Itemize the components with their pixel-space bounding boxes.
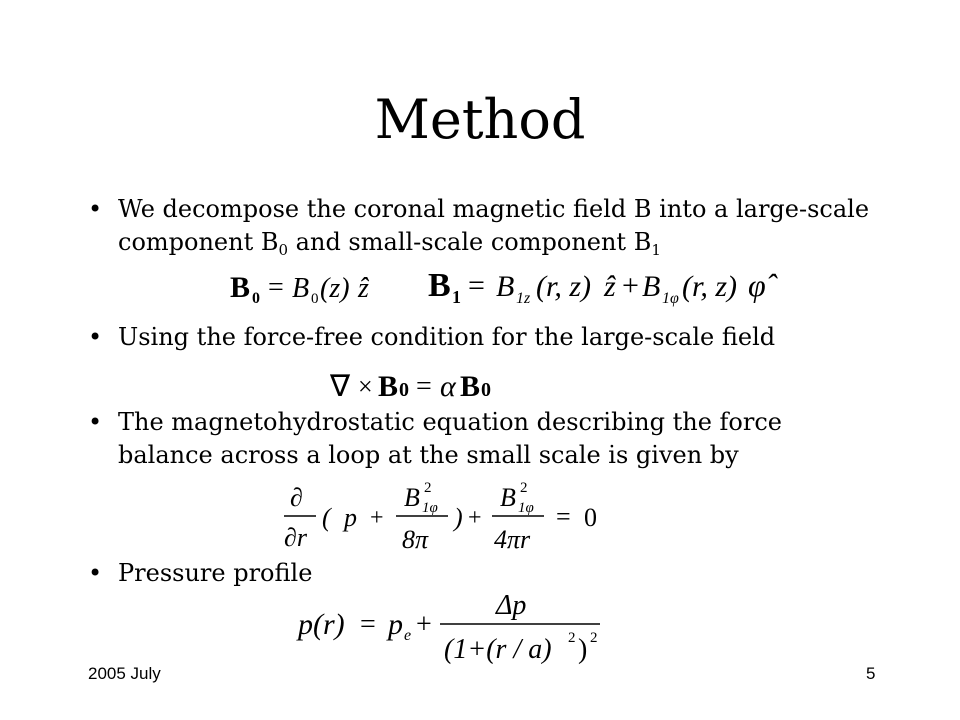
bullet-text: Pressure profile (118, 559, 313, 587)
svg-text:(r, z): (r, z) (682, 270, 738, 303)
svg-text:0: 0 (252, 290, 260, 307)
svg-text:1z: 1z (516, 290, 531, 307)
svg-text:p: p (388, 608, 403, 641)
svg-text:B: B (496, 270, 515, 303)
svg-text:ẑ: ẑ (358, 273, 369, 304)
svg-text:2: 2 (590, 630, 598, 646)
svg-text:0: 0 (399, 379, 409, 401)
svg-text:α: α (440, 370, 456, 403)
svg-text:e: e (404, 627, 412, 644)
bullet-dot: • (88, 408, 103, 436)
bullet-dot: • (88, 195, 103, 223)
svg-text:2: 2 (520, 480, 528, 496)
footer-page-number: 5 (866, 664, 876, 683)
bullet-text: The magnetohydrostatic equation describing the force balance across a loop at the small scale is given by (118, 408, 782, 469)
svg-text:0: 0 (584, 503, 597, 532)
svg-text:(z): (z) (320, 273, 350, 304)
svg-text:B: B (292, 273, 310, 304)
svg-text:ẑ: ẑ (604, 270, 616, 303)
svg-text:4πr: 4πr (494, 525, 531, 554)
svg-text:): ) (454, 503, 463, 532)
svg-text:B: B (460, 370, 481, 403)
equation-b0 (230, 271, 370, 307)
svg-text:2: 2 (568, 630, 576, 646)
equation-b1 (428, 267, 778, 307)
svg-text:(1+(r / a): (1+(r / a) (444, 634, 552, 665)
svg-text:p(r): p(r) (298, 608, 345, 641)
svg-text:1φ: 1φ (422, 500, 438, 516)
bullet-dot: • (88, 323, 103, 351)
bullet-dot: • (88, 559, 103, 587)
svg-text:Δp: Δp (496, 590, 527, 621)
svg-text:): ) (578, 634, 588, 665)
svg-text:0: 0 (311, 291, 319, 307)
svg-text:1φ: 1φ (662, 290, 679, 307)
svg-text:∂: ∂ (290, 483, 303, 512)
svg-text:0: 0 (481, 379, 491, 401)
svg-text:B: B (230, 271, 251, 304)
svg-text:p: p (344, 503, 357, 532)
bullet-text: Using the force-free condition for the large-scale field (118, 323, 776, 351)
svg-text:=: = (360, 609, 376, 640)
svg-text:=: = (468, 269, 485, 302)
svg-text:×: × (358, 372, 373, 401)
svg-text:8π: 8π (402, 525, 429, 554)
svg-text:∇: ∇ (330, 370, 351, 403)
svg-text:1φ: 1φ (518, 500, 534, 516)
svg-text:+: + (416, 609, 432, 640)
svg-text:1: 1 (452, 287, 461, 307)
svg-text:=: = (268, 272, 284, 303)
svg-text:=: = (416, 371, 432, 402)
svg-text:∂r: ∂r (284, 523, 307, 552)
svg-text:+: + (370, 505, 384, 531)
svg-text:B: B (642, 270, 661, 303)
svg-text:φ̂: φ̂ (748, 267, 766, 303)
equation-force-free (330, 360, 550, 410)
svg-text:(r, z): (r, z) (536, 270, 592, 303)
svg-text:(: ( (322, 503, 331, 532)
svg-text:=: = (556, 502, 571, 531)
equation-b0-b1 (220, 252, 800, 312)
svg-text:2: 2 (424, 480, 432, 496)
svg-text:B: B (404, 483, 420, 512)
bullet-text: We decompose the coronal magnetic field B into a large-scale component $B_0$ and small-scale component $B_1$ (118, 195, 870, 259)
equation-mhs (282, 476, 612, 566)
svg-text:B: B (500, 483, 516, 512)
svg-text:+: + (622, 269, 639, 302)
svg-text:B: B (378, 370, 399, 403)
equation-pressure-profile (298, 586, 618, 666)
footer-date: 2005 July (88, 664, 161, 683)
svg-text:B: B (428, 267, 451, 304)
slide-title: Method (374, 88, 586, 151)
svg-text:+: + (468, 505, 482, 531)
